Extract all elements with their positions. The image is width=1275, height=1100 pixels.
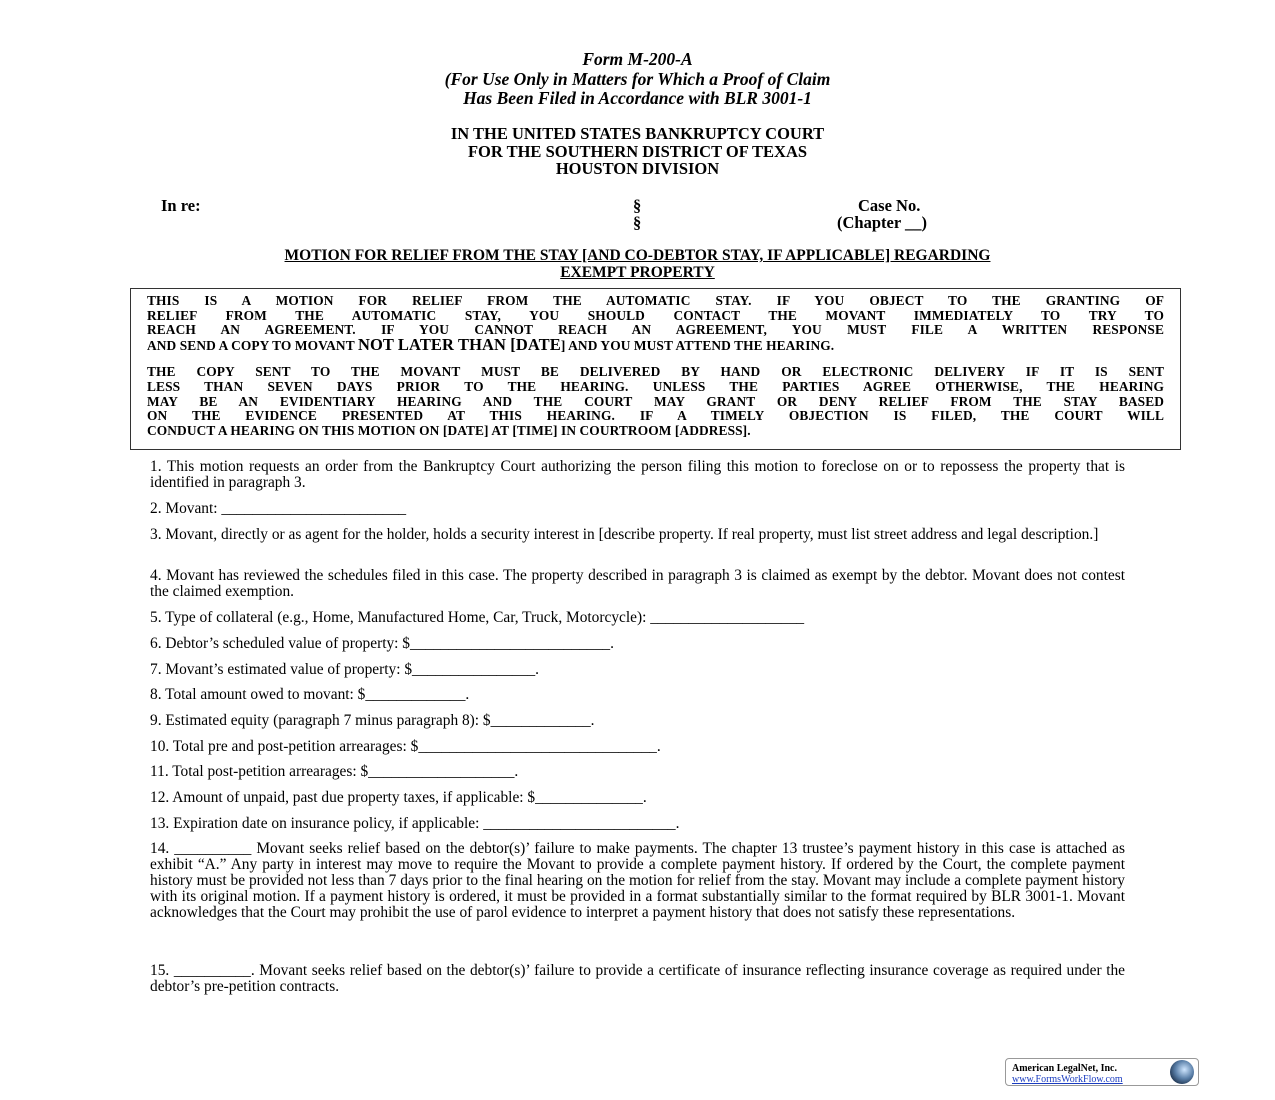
notice-line: ON THE EVIDENCE PRESENTED AT THIS HEARING. IF A TIMELY OBJECTION IS FILED, THE COURT WILL	[147, 409, 1164, 424]
notice-text: AND SEND A COPY TO MOVANT	[147, 337, 358, 353]
paragraph-8: 8. Total amount owed to movant: $_____________.	[150, 686, 470, 703]
notice-line: REACH AN AGREEMENT. IF YOU CANNOT REACH AN AGREEMENT, YOU MUST FILE A WRITTEN RESPONSE	[147, 323, 1164, 338]
paragraph-11: 11. Total post-petition arrearages: $___________________.	[150, 763, 519, 780]
paragraph-12: 12. Amount of unpaid, past due property taxes, if applicable: $______________.	[150, 789, 647, 806]
notice-line: LESS THAN SEVEN DAYS PRIOR TO THE HEARING. UNLESS THE PARTIES AGREE OTHERWISE, THE HEARING	[147, 379, 1164, 394]
publisher-name: American LegalNet, Inc.	[1012, 1063, 1117, 1074]
paragraph-1: 1. This motion requests an order from the Bankruptcy Court authorizing the person filing this motion to foreclose on or to repossess the property that is identified in paragraph 3.	[150, 458, 1125, 491]
paragraph-7: 7. Movant’s estimated value of property: $________________.	[150, 661, 539, 678]
paragraph-6: 6. Debtor’s scheduled value of property: $__________________________.	[150, 635, 614, 652]
notice-line	[147, 338, 1164, 354]
paragraph-10: 10. Total pre and post-petition arrearages: $_______________________________.	[150, 738, 661, 755]
court-district: FOR THE SOUTHERN DISTRICT OF TEXAS	[467, 142, 808, 161]
notice-line: RELIEF FROM THE AUTOMATIC STAY, YOU SHOULD CONTACT THE MOVANT IMMEDIATELY TO TRY TO	[147, 308, 1164, 323]
notice-line: THE COPY SENT TO THE MOVANT MUST BE DELIVERED BY HAND OR ELECTRONIC DELIVERY IF IT IS SENT	[147, 365, 1164, 380]
notice-deadline: NOT LATER THAN [DATE	[357, 337, 561, 354]
paragraph-4: 4. Movant has reviewed the schedules filed in this case. The property described in paragraph 3 is claimed as exempt by the debtor. Movant does not contest the claimed exemption.	[150, 567, 1125, 600]
publisher-logo[interactable]	[1005, 1058, 1199, 1086]
globe-icon	[1170, 1060, 1194, 1084]
motion-title-line-2: EXEMPT PROPERTY	[560, 264, 715, 281]
form-use-line-2: Has Been Filed in Accordance with BLR 3001-1	[463, 88, 812, 108]
paragraph-9: 9. Estimated equity (paragraph 7 minus paragraph 8): $_____________.	[150, 712, 595, 729]
form-use-line-1: (For Use Only in Matters for Which a Proof of Claim	[444, 69, 831, 89]
section-symbol: §	[633, 213, 642, 232]
case-number-label: Case No.	[858, 196, 921, 215]
in-re-label: In re:	[161, 196, 201, 215]
section-symbol: §	[633, 196, 642, 215]
paragraph-14: 14. __________ Movant seeks relief based on the debtor(s)’ failure to make payments. The chapter 13 trustee’s payment history in this case is attached as exhibit “A.” Any party in interest may move to require the Movant to provide a complete payment history. If ordered by the Court, the complete payment history must be provided not less than 7 days prior to the final hearing on the motion for relief from the stay. Movant may include a complete payment history with its original motion. If a payment history is ordered, it must be provided in a format substantially similar to the format required by BLR 3001-1. Movant acknowledges that the Court may prohibit the use of parol evidence to interpret a payment history that does not satisfy these representations.	[150, 840, 1125, 921]
paragraph-3: 3. Movant, directly or as agent for the holder, holds a security interest in [describe property. If real property, must list street address and legal description.]	[150, 526, 1099, 543]
paragraph-15: 15. __________. Movant seeks relief based on the debtor(s)’ failure to provide a certificate of insurance reflecting insurance coverage as required under the debtor’s pre-petition contracts.	[150, 962, 1125, 995]
paragraph-2-movant: 2. Movant: ________________________	[150, 500, 407, 517]
court-name: IN THE UNITED STATES BANKRUPTCY COURT	[450, 124, 825, 143]
court-division: HOUSTON DIVISION	[555, 159, 720, 178]
paragraph-5-collateral: 5. Type of collateral (e.g., Home, Manufactured Home, Car, Truck, Motorcycle): ____________________	[150, 609, 805, 626]
notice-box	[130, 288, 1181, 450]
form-number: Form M-200-A	[582, 49, 693, 69]
motion-title: MOTION FOR RELIEF FROM THE STAY [AND CO-DEBTOR STAY, IF APPLICABLE] REGARDING	[284, 247, 991, 264]
chapter-label: (Chapter __)	[837, 213, 927, 232]
notice-line: THIS IS A MOTION FOR RELIEF FROM THE AUTOMATIC STAY. IF YOU OBJECT TO THE GRANTING OF	[147, 294, 1164, 308]
notice-line: MAY BE AN EVIDENTIARY HEARING AND THE COURT MAY GRANT OR DENY RELIEF FROM THE STAY BASED	[147, 394, 1164, 409]
notice-line: CONDUCT A HEARING ON THIS MOTION ON [DATE] AT [TIME] IN COURTROOM [ADDRESS].	[147, 423, 751, 438]
notice-text: ] AND YOU MUST ATTEND THE HEARING.	[560, 337, 835, 353]
paragraph-13: 13. Expiration date on insurance policy, if applicable: _________________________.	[150, 815, 680, 832]
publisher-link[interactable]: www.FormsWorkFlow.com	[1012, 1074, 1123, 1085]
